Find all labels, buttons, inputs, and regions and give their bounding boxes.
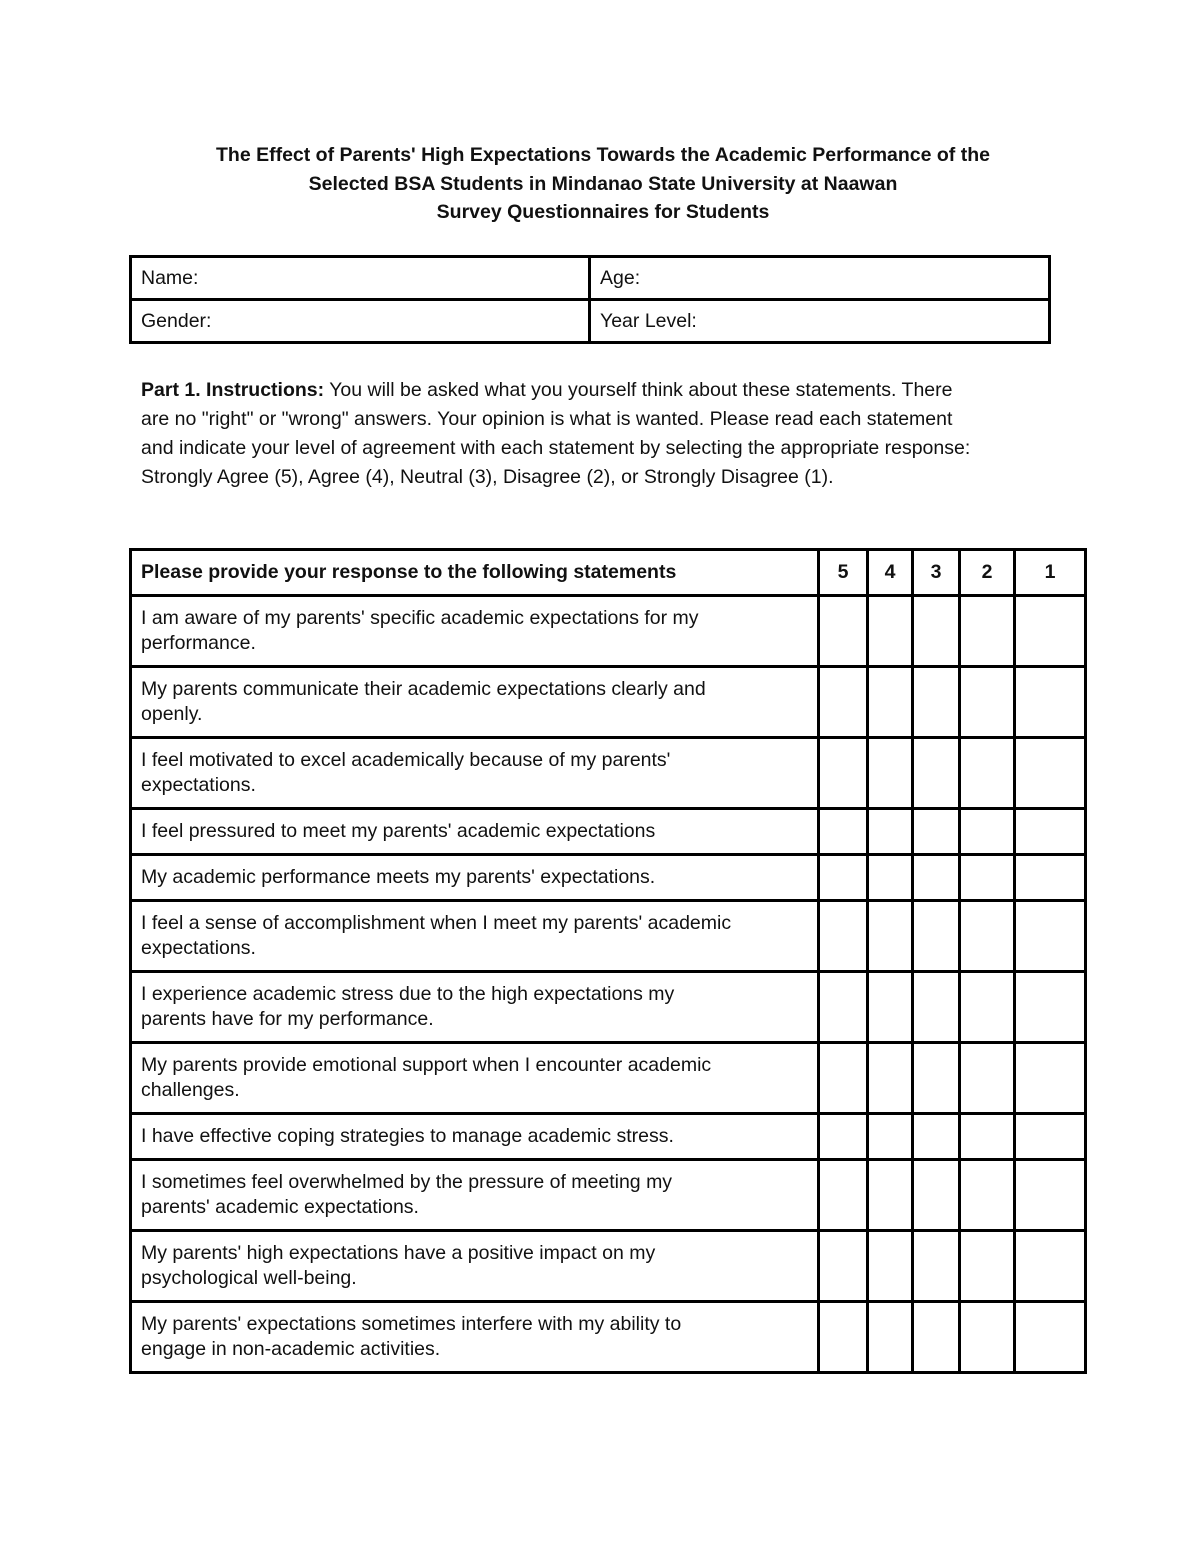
- response-box-3[interactable]: [913, 1114, 960, 1160]
- response-box-1[interactable]: [1015, 809, 1086, 855]
- table-row: [131, 901, 1086, 972]
- table-row: [131, 1114, 1086, 1160]
- response-box-1[interactable]: [1015, 596, 1086, 667]
- title-line-2: Selected BSA Students in Mindanao State University at Naawan: [308, 172, 898, 195]
- response-box-3[interactable]: [913, 1231, 960, 1302]
- scale-header-3: 3: [913, 550, 960, 596]
- response-box-5[interactable]: [819, 809, 868, 855]
- instructions-line-2: are no "right" or "wrong" answers. Your opinion is what is wanted. Please read each statement: [141, 408, 953, 430]
- response-box-3[interactable]: [913, 901, 960, 972]
- response-box-4[interactable]: [868, 809, 913, 855]
- response-box-3[interactable]: [913, 596, 960, 667]
- response-box-5[interactable]: [819, 1114, 868, 1160]
- statement-cell: [131, 596, 819, 667]
- response-box-4[interactable]: [868, 1043, 913, 1114]
- response-box-2[interactable]: [960, 901, 1015, 972]
- response-box-5[interactable]: [819, 667, 868, 738]
- response-box-5[interactable]: [819, 1302, 868, 1373]
- table-row: [131, 1043, 1086, 1114]
- response-box-1[interactable]: [1015, 1160, 1086, 1231]
- name-field[interactable]: [131, 257, 590, 300]
- response-box-3[interactable]: [913, 809, 960, 855]
- response-box-4[interactable]: [868, 855, 913, 901]
- table-row: [131, 738, 1086, 809]
- gender-field[interactable]: [131, 300, 590, 343]
- instructions-line-3: and indicate your level of agreement with each statement by selecting the appropriate response:: [141, 437, 971, 459]
- instructions-heading: Part 1. Instructions:: [141, 379, 325, 401]
- response-box-1[interactable]: [1015, 972, 1086, 1043]
- statement-cell: [131, 1302, 819, 1373]
- response-box-3[interactable]: [913, 972, 960, 1043]
- response-box-5[interactable]: [819, 1231, 868, 1302]
- statement-text: I feel a sense of accomplishment when I meet my parents' academic: [141, 912, 732, 934]
- statement-cell: [131, 1114, 819, 1160]
- scale-header-4: 4: [868, 550, 913, 596]
- scale-header-1: 1: [1015, 550, 1086, 596]
- response-box-4[interactable]: [868, 1160, 913, 1231]
- response-box-5[interactable]: [819, 1160, 868, 1231]
- scale-header-5: 5: [819, 550, 868, 596]
- statement-text: I feel motivated to excel academically because of my parents': [141, 749, 671, 771]
- statement-text: openly.: [141, 703, 203, 725]
- statement-text: My parents' high expectations have a positive impact on my: [141, 1242, 656, 1264]
- table-row: [131, 667, 1086, 738]
- response-box-4[interactable]: [868, 1302, 913, 1373]
- survey-header-row: [131, 550, 1086, 596]
- statement-text: expectations.: [141, 937, 256, 959]
- response-box-2[interactable]: [960, 855, 1015, 901]
- response-box-2[interactable]: [960, 1114, 1015, 1160]
- response-box-4[interactable]: [868, 1114, 913, 1160]
- response-box-1[interactable]: [1015, 667, 1086, 738]
- instructions-text-1: You will be asked what you yourself think about these statements. There: [324, 379, 953, 401]
- document-title: [0, 141, 1200, 227]
- response-box-1[interactable]: [1015, 1114, 1086, 1160]
- likert-survey-table: [129, 548, 1087, 1374]
- response-box-4[interactable]: [868, 1231, 913, 1302]
- response-box-1[interactable]: [1015, 1302, 1086, 1373]
- response-box-5[interactable]: [819, 901, 868, 972]
- age-field[interactable]: [590, 257, 1050, 300]
- statement-text: I am aware of my parents' specific academic expectations for my: [141, 607, 699, 629]
- response-box-2[interactable]: [960, 1231, 1015, 1302]
- title-line-3: Survey Questionnaires for Students: [436, 201, 770, 223]
- statement-text: engage in non-academic activities.: [141, 1338, 441, 1360]
- table-row: [131, 596, 1086, 667]
- name-label: Name:: [141, 266, 199, 289]
- statement-text: psychological well-being.: [141, 1267, 357, 1289]
- response-box-4[interactable]: [868, 596, 913, 667]
- instructions-line-4: Strongly Agree (5), Agree (4), Neutral (3), Disagree (2), or Strongly Disagree (1).: [141, 466, 834, 488]
- statement-text: parents have for my performance.: [141, 1008, 434, 1030]
- year-level-label: Year Level:: [600, 309, 697, 332]
- statement-text: My academic performance meets my parents' expectations.: [141, 866, 656, 888]
- response-box-4[interactable]: [868, 972, 913, 1043]
- response-box-5[interactable]: [819, 972, 868, 1043]
- table-row: [131, 809, 1086, 855]
- response-box-2[interactable]: [960, 667, 1015, 738]
- statement-cell: [131, 901, 819, 972]
- statement-text: I sometimes feel overwhelmed by the pressure of meeting my: [141, 1171, 673, 1193]
- statement-cell: [131, 972, 819, 1043]
- statement-text: challenges.: [141, 1079, 240, 1101]
- response-box-1[interactable]: [1015, 1043, 1086, 1114]
- response-box-1[interactable]: [1015, 738, 1086, 809]
- response-box-2[interactable]: [960, 596, 1015, 667]
- instructions-line-1: [141, 376, 1071, 405]
- statement-text: My parents' expectations sometimes interfere with my ability to: [141, 1313, 682, 1335]
- response-box-3[interactable]: [913, 1160, 960, 1231]
- response-box-2[interactable]: [960, 1160, 1015, 1231]
- table-row: [131, 1231, 1086, 1302]
- response-box-2[interactable]: [960, 1043, 1015, 1114]
- table-row: [131, 855, 1086, 901]
- statement-text: I have effective coping strategies to manage academic stress.: [141, 1125, 674, 1147]
- response-box-2[interactable]: [960, 809, 1015, 855]
- response-box-2[interactable]: [960, 972, 1015, 1043]
- statement-cell: [131, 1043, 819, 1114]
- response-box-3[interactable]: [913, 1043, 960, 1114]
- statement-cell: [131, 1231, 819, 1302]
- statement-text: My parents provide emotional support when I encounter academic: [141, 1054, 712, 1076]
- response-box-5[interactable]: [819, 596, 868, 667]
- statement-text: parents' academic expectations.: [141, 1196, 419, 1218]
- response-box-1[interactable]: [1015, 855, 1086, 901]
- response-box-1[interactable]: [1015, 1231, 1086, 1302]
- response-box-3[interactable]: [913, 1302, 960, 1373]
- response-box-3[interactable]: [913, 738, 960, 809]
- response-box-2[interactable]: [960, 738, 1015, 809]
- statement-text: My parents communicate their academic expectations clearly and: [141, 678, 706, 700]
- year-level-field[interactable]: [590, 300, 1050, 343]
- statement-cell: [131, 855, 819, 901]
- instructions: [141, 376, 1071, 492]
- age-label: Age:: [600, 266, 641, 289]
- table-row: [131, 972, 1086, 1043]
- response-box-3[interactable]: [913, 855, 960, 901]
- respondent-info-table: [129, 255, 1051, 344]
- gender-label: Gender:: [141, 309, 212, 332]
- statement-text: performance.: [141, 632, 256, 654]
- scale-header-2: 2: [960, 550, 1015, 596]
- table-row: [131, 1302, 1086, 1373]
- response-box-1[interactable]: [1015, 901, 1086, 972]
- response-box-3[interactable]: [913, 667, 960, 738]
- title-line-1: The Effect of Parents' High Expectations Towards the Academic Performance of the: [216, 144, 990, 166]
- statement-cell: [131, 809, 819, 855]
- response-box-4[interactable]: [868, 667, 913, 738]
- statements-header: Please provide your response to the following statements: [131, 550, 819, 596]
- response-box-5[interactable]: [819, 1043, 868, 1114]
- statement-cell: [131, 738, 819, 809]
- response-box-5[interactable]: [819, 855, 868, 901]
- response-box-4[interactable]: [868, 738, 913, 809]
- statement-cell: [131, 667, 819, 738]
- statement-text: expectations.: [141, 774, 256, 796]
- response-box-4[interactable]: [868, 901, 913, 972]
- statement-text: I experience academic stress due to the high expectations my: [141, 983, 675, 1005]
- response-box-2[interactable]: [960, 1302, 1015, 1373]
- table-row: [131, 1160, 1086, 1231]
- response-box-5[interactable]: [819, 738, 868, 809]
- statement-cell: [131, 1160, 819, 1231]
- statement-text: I feel pressured to meet my parents' academic expectations: [141, 820, 656, 842]
